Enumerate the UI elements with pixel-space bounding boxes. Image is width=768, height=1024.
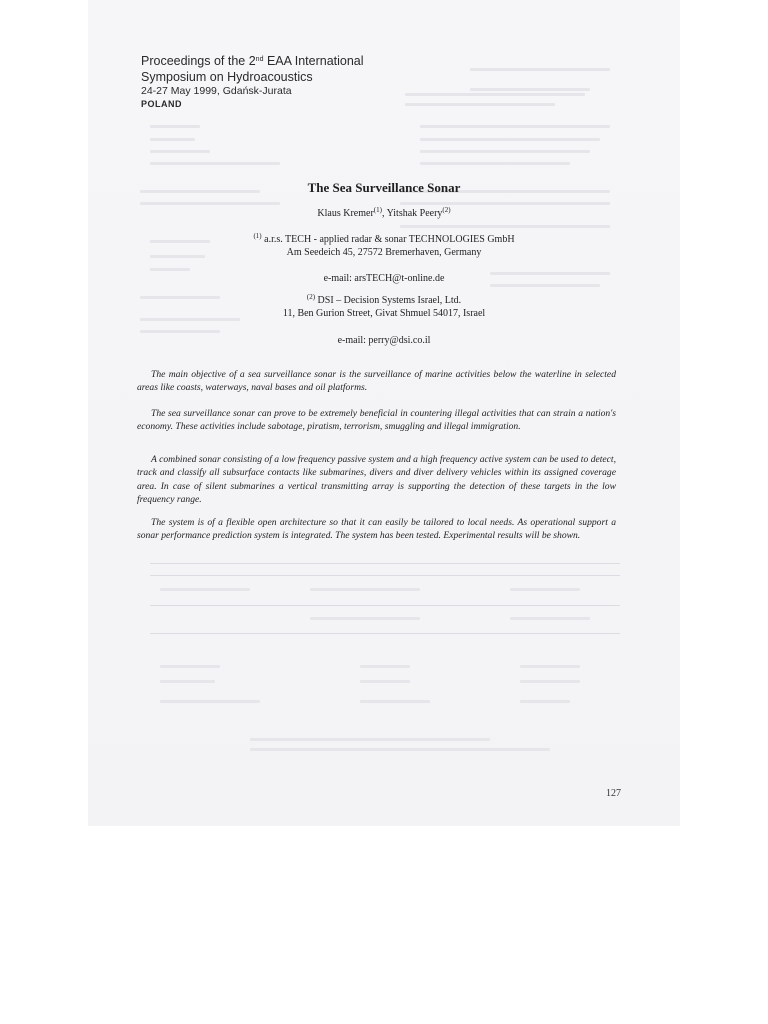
abstract-paragraph-4: The system is of a flexible open architecture so that it can easily be tailored to local needs. As operational support a sonar performance prediction system is integrated. The system has been tested. Experimental results will be shown. (137, 517, 616, 542)
affiliation-1-email: e-mail: arsTECH@t-online.de (323, 273, 445, 284)
abstract-paragraph-2: The sea surveillance sonar can prove to be extremely beneficial in countering illegal activities that can strain a nation's economy. These activities include sabotage, piratism, terrorism, smuggling and illegal immigration. (137, 408, 616, 433)
affiliation-2-address: 11, Ben Gurion Street, Givat Shmuel 54017, Israel (282, 308, 486, 319)
header-line-2: Symposium on Hydroacoustics (141, 70, 313, 84)
paper-title: The Sea Surveillance Sonar (307, 180, 461, 195)
author-list: Klaus Kremer$^{(1)}$, Yitshak Peery$^{(2)}$ (317, 206, 451, 219)
abstract-paragraph-3: A combined sonar consisting of a low frequency passive system and a high frequency active system can be used to detect, track and classify all subsurface contacts like submarines, divers and diver delivery vehicles within its assigned coverage area. In case of silent submarines a vertical transmitting array is supporting the detection of these targets in the low frequency range. (137, 454, 616, 505)
header-line-4: POLAND (141, 99, 182, 109)
author-2: Yitshak Peery (386, 208, 443, 219)
affiliation-1-address: Am Seedeich 45, 27572 Bremerhaven, Germany (286, 247, 482, 258)
affiliation-2: $^{(2)}$ DSI – Decision Systems Israel, Ltd. 11, Ben Gurion Street, Givat Shmuel 54017, Israel (0, 294, 768, 320)
affiliation-2-email: e-mail: perry@dsi.co.il (337, 335, 431, 346)
header-line-1: Proceedings of the 2nd EAA International (141, 54, 364, 68)
affiliation-1: $^{(1)}$ a.r.s. TECH - applied radar & sonar TECHNOLOGIES GmbH Am Seedeich 45, 27572 Bremerhaven, Germany (0, 233, 768, 259)
header-line-3: 24-27 May 1999, Gdańsk-Jurata (141, 85, 292, 97)
author-1: Klaus Kremer (317, 208, 374, 219)
proceedings-header (141, 53, 471, 110)
abstract-paragraph-1: The main objective of a sea surveillance sonar is the surveillance of marine activities below the waterline in selected areas like coasts, waterways, naval bases and oil platforms. (137, 369, 616, 394)
page-number: 127 (606, 788, 621, 799)
